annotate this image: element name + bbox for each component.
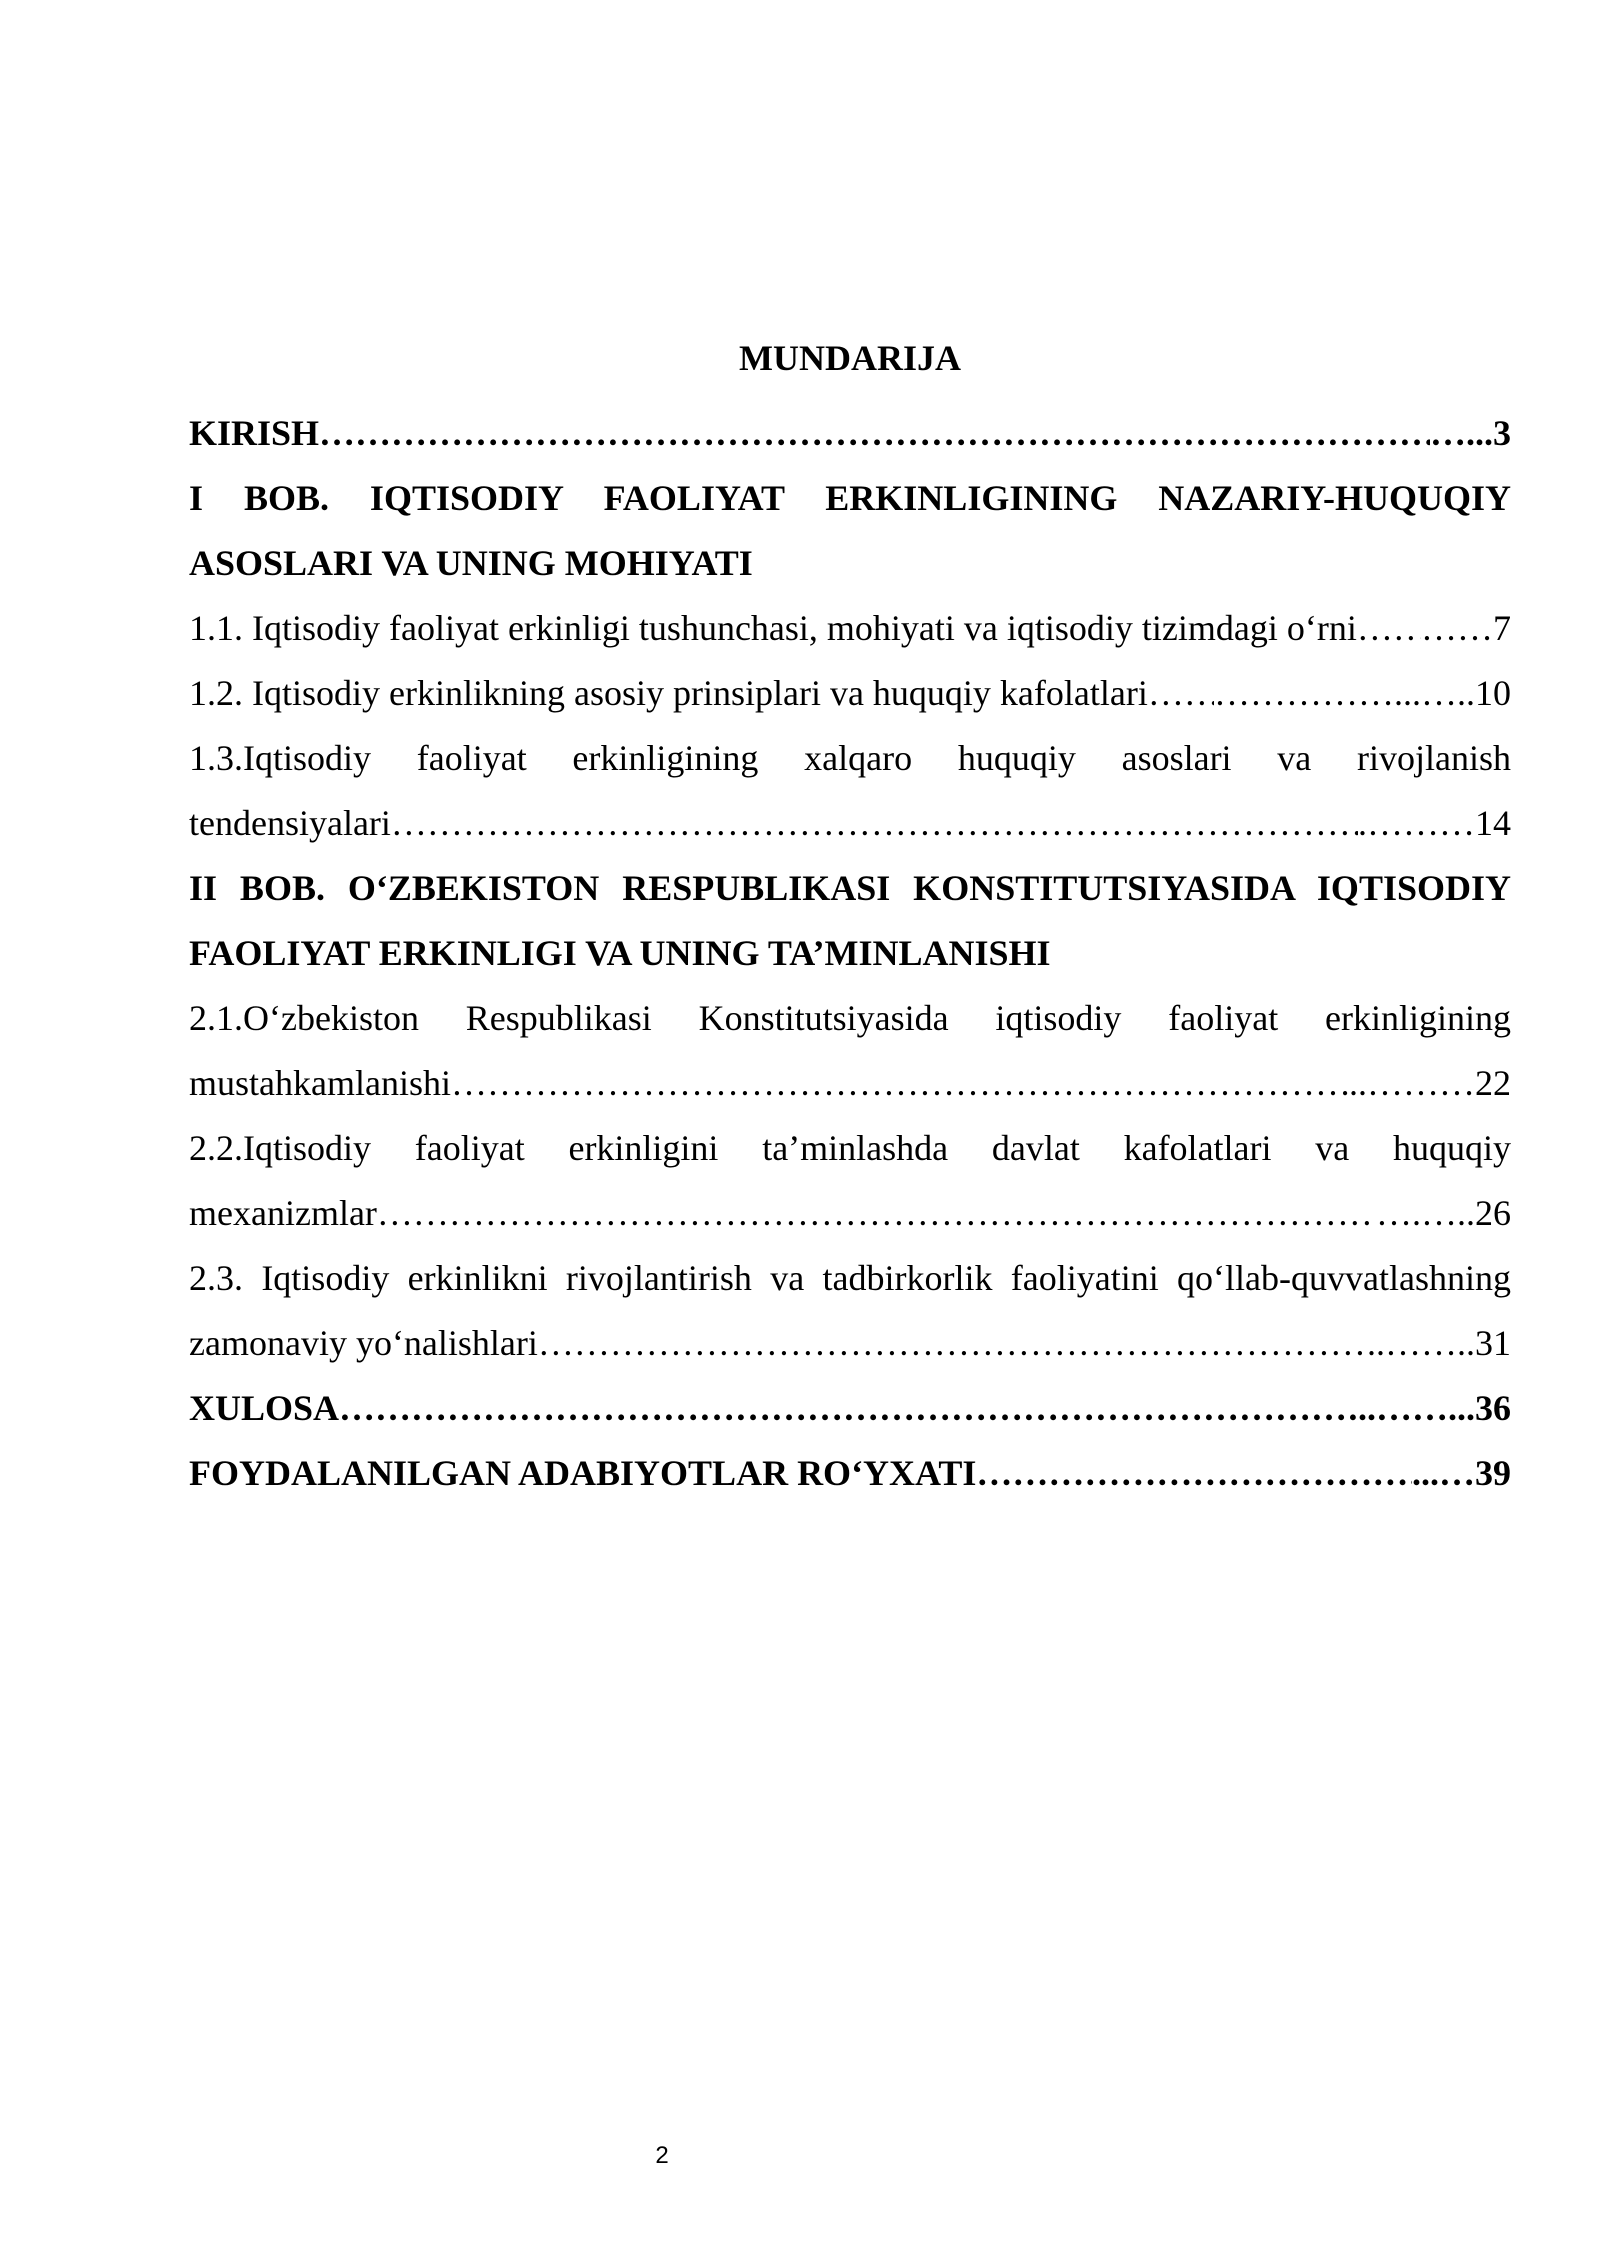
dot-leader-end: .……… bbox=[1358, 803, 1475, 843]
toc-chapter-2-line-1[interactable]: II BOB. O‘ZBEKISTON RESPUBLIKASI KONSTITUTSIYASIDA IQTISODIY bbox=[189, 868, 1511, 908]
toc-page-number: 3 bbox=[1493, 413, 1511, 453]
toc-entry-xulosa[interactable] bbox=[189, 1376, 1511, 1441]
toc-entry-label: KIRISH bbox=[189, 413, 320, 453]
dot-leader-end: ….….. bbox=[1376, 1193, 1475, 1233]
dot-leader-end: ……………...….. bbox=[1214, 673, 1475, 713]
toc-page-number: 10 bbox=[1475, 673, 1511, 713]
toc-entry-label: 1.1. Iqtisodiy faoliyat erkinligi tushunchasi, mohiyati va iqtisodiy tizimdagi o‘rni bbox=[189, 608, 1357, 648]
toc-entry-1-2[interactable] bbox=[189, 661, 1511, 726]
dot-leader-end: ..……… bbox=[1349, 1063, 1475, 1103]
page-title: MUNDARIJA bbox=[739, 338, 961, 378]
table-of-contents bbox=[189, 401, 1511, 1506]
toc-chapter-2-line-2[interactable] bbox=[189, 921, 1511, 986]
toc-entry-label: FAOLIYAT ERKINLIGI VA UNING TA’MINLANISHI bbox=[189, 933, 1051, 973]
toc-page-number: 36 bbox=[1475, 1388, 1511, 1428]
toc-entry-label: 1.2. Iqtisodiy erkinlikning asosiy prinsiplari va huquqiy kafolatlari bbox=[189, 673, 1148, 713]
dot-leader bbox=[377, 1181, 1376, 1246]
dot-leader-end: ..……... bbox=[1358, 1388, 1475, 1428]
toc-entry-adabiyotlar[interactable] bbox=[189, 1441, 1511, 1506]
dot-leader bbox=[319, 401, 1430, 466]
dot-leader-end: …… bbox=[1421, 608, 1493, 648]
dot-leader bbox=[339, 1376, 1358, 1441]
toc-page-number: 22 bbox=[1475, 1063, 1511, 1103]
dot-leader bbox=[1357, 596, 1421, 661]
toc-entry-1-3-line-2[interactable] bbox=[189, 791, 1511, 856]
toc-entry-2-1-line-2[interactable] bbox=[189, 1051, 1511, 1116]
toc-chapter-1-line-1[interactable]: I BOB. IQTISODIY FAOLIYAT ERKINLIGINING NAZARIY-HUQUQIY bbox=[189, 478, 1511, 518]
toc-entry-2-3-line-2[interactable] bbox=[189, 1311, 1511, 1376]
toc-page-number: 31 bbox=[1475, 1323, 1511, 1363]
toc-entry-label: ASOSLARI VA UNING MOHIYATI bbox=[189, 543, 753, 583]
toc-entry-2-2-line-1[interactable]: 2.2.Iqtisodiy faoliyat erkinligini ta’minlashda davlat kafolatlari va huquqiy bbox=[189, 1128, 1511, 1168]
toc-entry-2-3-line-1[interactable]: 2.3. Iqtisodiy erkinlikni rivojlantirish va tadbirkorlik faoliyatini qo‘llab-quvvatlashning bbox=[189, 1258, 1511, 1298]
toc-entry-label: XULOSA bbox=[189, 1388, 340, 1428]
dot-leader-end: …... bbox=[1430, 413, 1493, 453]
toc-entry-1-1[interactable] bbox=[189, 596, 1511, 661]
dot-leader bbox=[451, 1051, 1349, 1116]
toc-page-number: 39 bbox=[1475, 1453, 1511, 1493]
dot-leader bbox=[1148, 661, 1214, 726]
toc-entry-label: mexanizmlar bbox=[189, 1193, 377, 1233]
toc-entry-label: zamonaviy yo‘nalishlari bbox=[189, 1323, 538, 1363]
dot-leader bbox=[391, 791, 1358, 856]
toc-entry-2-1-line-1[interactable]: 2.1.O‘zbekiston Respublikasi Konstitutsiyasida iqtisodiy faoliyat erkinligining bbox=[189, 998, 1511, 1038]
toc-entry-2-2-line-2[interactable] bbox=[189, 1181, 1511, 1246]
toc-page-number: 14 bbox=[1475, 803, 1511, 843]
toc-page-number: 26 bbox=[1475, 1193, 1511, 1233]
dot-leader bbox=[538, 1311, 1367, 1376]
toc-entry-label: tendensiyalari bbox=[189, 803, 391, 843]
dot-leader-end: ..…….. bbox=[1367, 1323, 1475, 1363]
toc-entry-1-3-line-1[interactable]: 1.3.Iqtisodiy faoliyat erkinligining xalqaro huquqiy asoslari va rivojlanish bbox=[189, 738, 1511, 778]
toc-chapter-1-line-2[interactable] bbox=[189, 531, 1511, 596]
toc-entry-kirish[interactable] bbox=[189, 401, 1511, 466]
page-number: 2 bbox=[655, 2142, 669, 2169]
dot-leader bbox=[976, 1441, 1412, 1506]
toc-entry-label: FOYDALANILGAN ADABIYOTLAR RO‘YXATI bbox=[189, 1453, 977, 1493]
dot-leader-end: ...… bbox=[1412, 1453, 1475, 1493]
toc-entry-label: mustahkamlanishi bbox=[189, 1063, 451, 1103]
toc-page-number: 7 bbox=[1493, 608, 1511, 648]
